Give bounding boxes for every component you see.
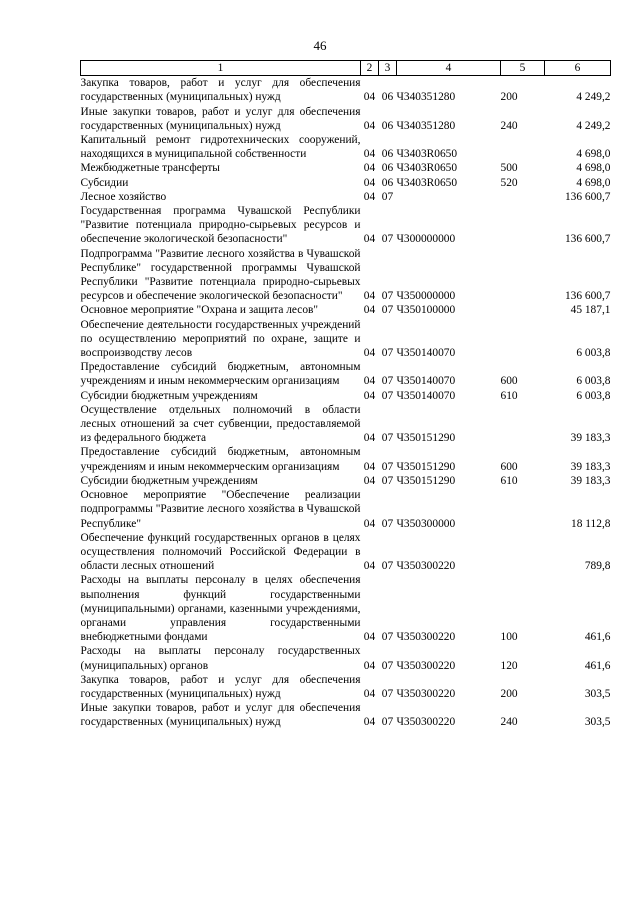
item-name: Осуществление отдельных полномочий в области лесных отношений за счет субвенции, предоставляемой из федерального бюджета xyxy=(80,403,361,445)
table-row xyxy=(81,474,611,488)
column-header-4: 4 xyxy=(397,61,501,76)
expense-type-code xyxy=(501,403,545,446)
section-code: 04 xyxy=(363,347,376,360)
table-row xyxy=(81,133,611,161)
subsection-code: 06 xyxy=(381,162,394,175)
header-row xyxy=(81,61,611,76)
expense-type-code: 200 xyxy=(500,687,518,700)
target-article-code: Ч3403R0650 xyxy=(396,162,458,175)
table-row xyxy=(81,105,611,133)
amount: 789,8 xyxy=(584,560,611,573)
expense-type-code: 200 xyxy=(500,91,518,104)
item-name: Расходы на выплаты персоналу в целях обеспечения выполнения функций государственными (муниципальными) органами, казенными учреждениями, органами управления государственными внебюджетными фондами xyxy=(80,574,361,644)
subsection-code: 06 xyxy=(381,148,394,161)
amount: 4 249,2 xyxy=(576,119,611,132)
table-row xyxy=(81,190,611,204)
subsection-code: 07 xyxy=(381,631,394,644)
item-name: Основное мероприятие "Охрана и защита лесов" xyxy=(80,304,319,317)
section-code: 04 xyxy=(363,162,376,175)
column-header-5: 5 xyxy=(501,61,545,76)
section-code: 04 xyxy=(363,91,376,104)
subsection-code: 07 xyxy=(381,474,394,487)
target-article-code: Ч350151290 xyxy=(396,460,456,473)
subsection-code: 07 xyxy=(381,190,394,203)
amount: 18 112,8 xyxy=(571,517,611,530)
amount: 136 600,7 xyxy=(564,290,611,303)
item-name: Капитальный ремонт гидротехнических сооружений, находящихся в муниципальной собственности xyxy=(80,134,361,161)
target-article-code: Ч350300000 xyxy=(396,517,456,530)
expense-type-code: 120 xyxy=(500,659,518,672)
expense-type-code xyxy=(501,303,545,317)
item-name: Лесное хозяйство xyxy=(80,190,167,203)
section-code: 04 xyxy=(363,389,376,402)
section-code: 04 xyxy=(363,304,376,317)
section-code: 04 xyxy=(363,290,376,303)
subsection-code: 07 xyxy=(381,290,394,303)
item-name: Подпрограмма "Развитие лесного хозяйства в Чувашской Республике" государственной программы Чувашской Республики "Развитие потенциала природно-сырьевых ресурсов и обеспечение экологической безопасности" xyxy=(80,247,361,303)
item-name: Межбюджетные трансферты xyxy=(80,162,220,175)
amount: 303,5 xyxy=(584,687,611,700)
expense-type-code: 600 xyxy=(500,375,518,388)
section-code: 04 xyxy=(363,631,376,644)
table-row xyxy=(81,76,611,105)
column-header-2: 2 xyxy=(361,61,379,76)
expense-type-code: 610 xyxy=(500,474,518,487)
amount: 461,6 xyxy=(584,631,611,644)
table-row xyxy=(81,488,611,531)
subsection-code: 07 xyxy=(381,560,394,573)
target-article-code: Ч350000000 xyxy=(396,290,456,303)
expense-type-code xyxy=(501,190,545,204)
item-name: Основное мероприятие "Обеспечение реализации подпрограммы "Развитие лесного хозяйства в Чувашской Республике" xyxy=(80,489,361,530)
subsection-code: 06 xyxy=(381,91,394,104)
target-article-code: Ч300000000 xyxy=(396,233,456,246)
amount: 4 698,0 xyxy=(576,162,611,175)
subsection-code: 06 xyxy=(381,176,394,189)
amount: 6 003,8 xyxy=(576,389,611,402)
table-row xyxy=(81,318,611,361)
table-row xyxy=(81,204,611,247)
section-code: 04 xyxy=(363,190,376,203)
table-row xyxy=(81,389,611,403)
target-article-code: Ч350140070 xyxy=(396,375,456,388)
section-code: 04 xyxy=(363,233,376,246)
expense-type-code: 610 xyxy=(500,389,518,402)
subsection-code: 07 xyxy=(381,687,394,700)
target-article-code: Ч350300220 xyxy=(396,560,456,573)
subsection-code: 07 xyxy=(381,432,394,445)
subsection-code: 07 xyxy=(381,233,394,246)
subsection-code: 07 xyxy=(381,659,394,672)
amount: 4 698,0 xyxy=(576,176,611,189)
subsection-code: 07 xyxy=(381,347,394,360)
subsection-code: 07 xyxy=(381,304,394,317)
amount: 136 600,7 xyxy=(564,190,611,203)
expense-type-code: 500 xyxy=(500,162,518,175)
section-code: 04 xyxy=(363,432,376,445)
target-article-code: Ч350140070 xyxy=(396,389,456,402)
amount: 136 600,7 xyxy=(564,233,611,246)
section-code: 04 xyxy=(363,517,376,530)
item-name: Иные закупки товаров, работ и услуг для обеспечения государственных (муниципальных) нужд xyxy=(80,105,361,132)
table-row xyxy=(81,360,611,388)
section-code: 04 xyxy=(363,148,376,161)
item-name: Иные закупки товаров, работ и услуг для обеспечения государственных (муниципальных) нужд xyxy=(80,702,361,729)
item-name: Обеспечение деятельности государственных учреждений по осуществлению мероприятий по охране, защите и воспроизводству лесов xyxy=(80,318,361,360)
section-code: 04 xyxy=(363,176,376,189)
expense-type-code: 520 xyxy=(500,176,518,189)
expense-type-code xyxy=(501,204,545,247)
amount: 303,5 xyxy=(584,716,611,729)
table-row xyxy=(81,573,611,644)
target-article-code xyxy=(397,190,501,204)
item-name: Предоставление субсидий бюджетным, автономным учреждениям и иным некоммерческим организациям xyxy=(80,361,361,388)
section-code: 04 xyxy=(363,460,376,473)
budget-table xyxy=(80,60,611,730)
amount: 39 183,3 xyxy=(570,474,611,487)
subsection-code: 07 xyxy=(381,389,394,402)
column-header-1: 1 xyxy=(81,61,361,76)
item-name: Расходы на выплаты персоналу государственных (муниципальных) органов xyxy=(80,645,361,672)
table-body xyxy=(81,76,611,730)
item-name: Предоставление субсидий бюджетным, автономным учреждениям и иным некоммерческим организациям xyxy=(80,446,361,473)
subsection-code: 07 xyxy=(381,375,394,388)
section-code: 04 xyxy=(363,560,376,573)
section-code: 04 xyxy=(363,119,376,132)
amount: 6 003,8 xyxy=(576,375,611,388)
table-row xyxy=(81,176,611,190)
section-code: 04 xyxy=(363,375,376,388)
target-article-code: Ч350140070 xyxy=(396,347,456,360)
subsection-code: 07 xyxy=(381,460,394,473)
expense-type-code: 100 xyxy=(500,631,518,644)
target-article-code: Ч340351280 xyxy=(396,91,456,104)
target-article-code: Ч3403R0650 xyxy=(396,176,458,189)
table-row xyxy=(81,161,611,175)
item-name: Закупка товаров, работ и услуг для обеспечения государственных (муниципальных) нужд xyxy=(80,77,361,104)
target-article-code: Ч350300220 xyxy=(396,687,456,700)
amount: 461,6 xyxy=(584,659,611,672)
table-row xyxy=(81,644,611,672)
expense-type-code: 240 xyxy=(500,119,518,132)
item-name: Государственная программа Чувашской Республики "Развитие потенциала природно-сырьевых ресурсов и обеспечение экологической безопасности" xyxy=(80,205,361,246)
target-article-code: Ч350151290 xyxy=(396,432,456,445)
item-name: Субсидии бюджетным учреждениям xyxy=(80,389,258,402)
item-name: Закупка товаров, работ и услуг для обеспечения государственных (муниципальных) нужд xyxy=(80,673,361,700)
page-number: 46 xyxy=(313,38,327,53)
section-code: 04 xyxy=(363,474,376,487)
table-row xyxy=(81,403,611,446)
table-row xyxy=(81,445,611,473)
target-article-code: Ч350300220 xyxy=(396,716,456,729)
section-code: 04 xyxy=(363,659,376,672)
target-article-code: Ч350300220 xyxy=(396,659,456,672)
table-row xyxy=(81,701,611,729)
item-name: Субсидии бюджетным учреждениям xyxy=(80,474,258,487)
expense-type-code xyxy=(501,531,545,574)
target-article-code: Ч340351280 xyxy=(396,119,456,132)
column-header-3: 3 xyxy=(379,61,397,76)
amount: 39 183,3 xyxy=(570,460,611,473)
item-name: Обеспечение функций государственных органов в целях осуществления полномочий Российской Федерации в области лесных отношений xyxy=(80,531,361,573)
expense-type-code xyxy=(501,133,545,161)
expense-type-code xyxy=(501,488,545,531)
target-article-code: Ч350100000 xyxy=(396,304,456,317)
table-row xyxy=(81,247,611,304)
section-code: 04 xyxy=(363,716,376,729)
target-article-code: Ч350300220 xyxy=(396,631,456,644)
expense-type-code: 600 xyxy=(500,460,518,473)
expense-type-code xyxy=(501,247,545,304)
expense-type-code xyxy=(501,318,545,361)
amount: 4 698,0 xyxy=(576,148,611,161)
expense-type-code: 240 xyxy=(500,716,518,729)
item-name: Субсидии xyxy=(80,176,129,189)
amount: 4 249,2 xyxy=(576,91,611,104)
column-header-6: 6 xyxy=(545,61,611,76)
section-code: 04 xyxy=(363,687,376,700)
subsection-code: 06 xyxy=(381,119,394,132)
table-row xyxy=(81,303,611,317)
subsection-code: 07 xyxy=(381,716,394,729)
subsection-code: 07 xyxy=(381,517,394,530)
amount: 6 003,8 xyxy=(576,347,611,360)
target-article-code: Ч350151290 xyxy=(396,474,456,487)
table-row xyxy=(81,673,611,701)
target-article-code: Ч3403R0650 xyxy=(396,148,458,161)
amount: 39 183,3 xyxy=(570,432,611,445)
table-row xyxy=(81,531,611,574)
amount: 45 187,1 xyxy=(570,304,611,317)
